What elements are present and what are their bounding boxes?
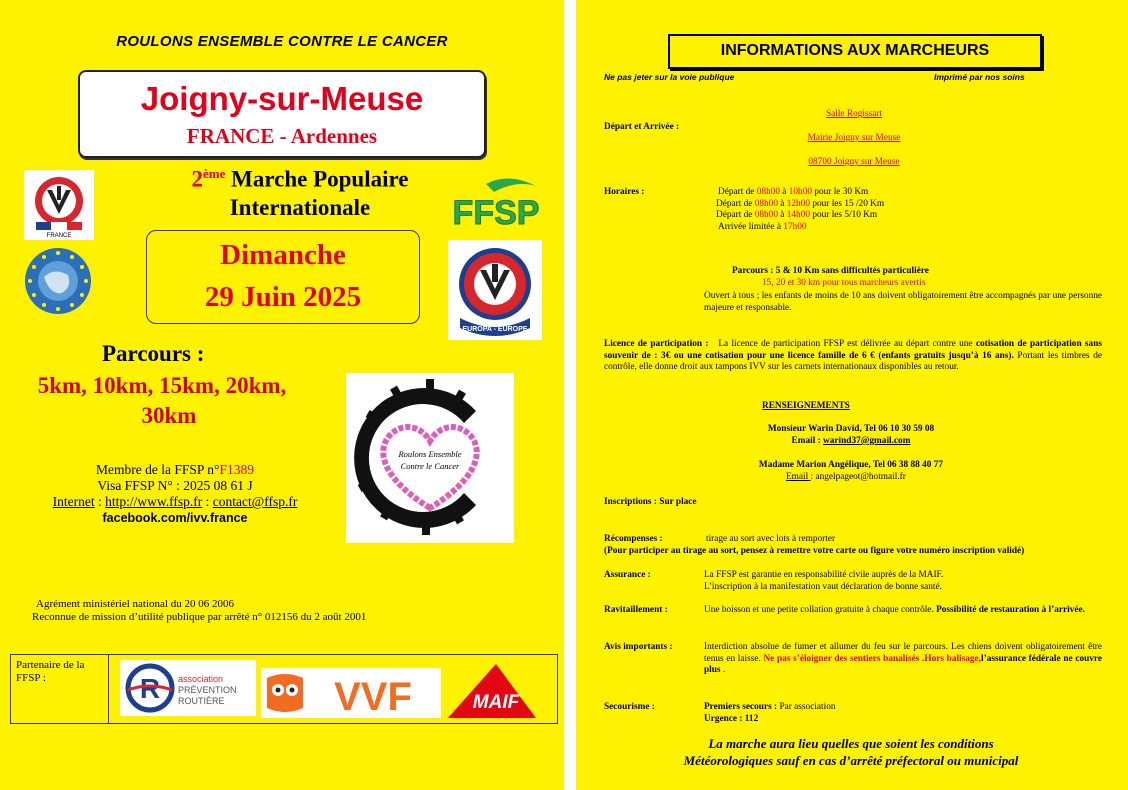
licence-block	[604, 339, 1102, 374]
closing-line2: Météorologiques sauf en cas d’arrêté préfectoral ou municipal	[683, 753, 1019, 768]
ffsp-logo-text: FFSP	[452, 194, 540, 232]
ffsp-logo	[446, 176, 546, 234]
heart-line2: Contre le Cancer	[400, 461, 460, 471]
notice-right: Imprimé par nos soins	[934, 72, 1025, 82]
ivv-france-logo	[24, 170, 94, 240]
contact-email-link[interactable]: contact@ffsp.fr	[212, 494, 298, 509]
horaire-time: 14h00	[786, 210, 810, 220]
internet-sep2: :	[202, 494, 213, 509]
march-line1: Marche Populaire	[225, 166, 409, 192]
flyer-info-page	[576, 0, 1128, 790]
urgence-line: Urgence : 112	[704, 713, 759, 724]
vvf-logo	[261, 668, 441, 718]
licence-text1: La licence de participation FFSP est délivrée au départ contre une	[718, 339, 976, 349]
licence-label: Licence de participation :	[604, 339, 709, 349]
info-title-box	[668, 34, 1042, 69]
inscriptions-line	[604, 497, 697, 509]
maif-text: MAIF	[472, 692, 520, 713]
avis-label: Avis importants :	[604, 642, 673, 652]
recompenses-label: Récompenses :	[604, 534, 663, 544]
info-title: INFORMATIONS AUX MARCHEURS	[720, 42, 990, 59]
member-prefix: Membre de la FFSP n°	[96, 462, 220, 477]
date-box	[146, 230, 420, 324]
city-name: Joigny-sur-Meuse	[140, 80, 424, 117]
horaire-text: à	[779, 187, 789, 197]
contact1-email-label: Email :	[791, 436, 824, 446]
address-line3: 08700 Joigny sur Meuse	[808, 157, 900, 167]
notice-left: Ne pas jeter sur la voie publique	[604, 72, 735, 82]
ravitaillement-label: Ravitaillement :	[604, 605, 668, 615]
member-number: F1389	[219, 462, 254, 477]
assurance-line2: L’inscription à la manifestation vaut déclaration de bonne santé.	[704, 581, 942, 592]
march-ordinal-sup: ème	[203, 166, 226, 181]
address-line1: Salle Rogissart	[825, 109, 883, 119]
svg-text:R: R	[139, 673, 161, 704]
horaires-list	[718, 187, 978, 233]
avis-text	[704, 642, 1102, 677]
facebook-link[interactable]: facebook.com/ivv.france	[102, 511, 248, 525]
secourisme-text	[704, 702, 1004, 725]
secour-bold: Premiers secours :	[704, 702, 778, 712]
avis-red: Ne pas s’éloigner des sentiers banalisés .Hors balisage,	[763, 653, 982, 664]
internet-label: Internet	[52, 494, 95, 509]
horaire-text: Départ de	[718, 187, 757, 197]
contact2: Madame Marion Angélique, Tel 06 38 88 40 77	[758, 460, 944, 470]
horaire-text: Départ de	[716, 210, 755, 220]
horaire-time: 10h00	[788, 187, 812, 197]
parcours-line1: 5km, 10km, 15km, 20km,	[37, 373, 287, 398]
roulons-ensemble-logo	[346, 373, 514, 543]
march-line2: Internationale	[229, 194, 371, 220]
inscriptions-label: Inscriptions	[604, 497, 652, 507]
agrement-line1: Agrément ministériel national du 20 06 2006	[36, 598, 234, 610]
agrement-line2: Reconnue de mission d’utilité publique par arrêté n° 012156 du 2 août 2001	[32, 611, 367, 623]
ravit-bold: Possibilité de restauration à l’arrivée.	[936, 605, 1085, 615]
maif-logo	[446, 662, 538, 720]
event-date: 29 Juin 2025	[204, 281, 362, 313]
partner-label-box	[10, 654, 109, 724]
horaire-time: 12h00	[786, 198, 810, 209]
internet-sep: :	[94, 494, 106, 509]
contact2-email-label: Email	[786, 472, 811, 482]
avis-end: l’assurance fédérale ne couvre plus	[704, 653, 1103, 675]
contact2-email-link[interactable]: : angelpageot@hotmail.fr	[810, 472, 906, 482]
partner-label: Partenaire de la FFSP :	[16, 659, 85, 684]
horaire-text: pour les 5/10 Km	[810, 210, 878, 220]
licence-bold: cotisation de participation sans souvenir de : 3€ ou une cotisation pour une licence famille de 6 € (enfants gratuits jusqu’à 16 ans).	[604, 339, 1102, 361]
horaire-time: 08h00	[754, 210, 778, 220]
horaire-text: à	[777, 210, 787, 220]
horaire-text: pour les 15 /20 Km	[810, 198, 885, 209]
contact1-email-line	[696, 436, 1006, 448]
heart-line1: Roulons Ensemble	[398, 449, 462, 459]
vvf-text: VVF	[334, 675, 412, 718]
depart-label: Départ et Arrivée :	[604, 122, 680, 132]
prevention-routiere-logo	[120, 660, 256, 716]
secourisme-label: Secourisme :	[604, 702, 655, 712]
closing-line1: La marche aura lieu quelles que soient les conditions	[708, 736, 994, 751]
assurance-text	[704, 570, 1104, 593]
parcours-list	[12, 371, 312, 431]
avis-plain: Interdiction absolue de fumer et allumer du feu sur le parcours. Les chiens doivent obligatoirement être tenus en laisse.	[704, 642, 1102, 664]
ravit-text: Une boisson et une petite collation gratuite à chaque contrôle.	[704, 605, 937, 615]
parcours-line2: 30km	[141, 403, 197, 428]
slogan: ROULONS ENSEMBLE CONTRE LE CANCER	[116, 33, 448, 50]
agrement-text	[32, 598, 432, 624]
assurance-label: Assurance :	[604, 570, 651, 580]
closing-note	[616, 735, 1086, 769]
renseignements-heading: RENSEIGNEMENTS	[762, 401, 850, 411]
parcours-head: Parcours : 5 & 10 Km sans difficultés particulière	[732, 266, 929, 276]
avis-dot: .	[720, 665, 726, 675]
europe-logo	[24, 247, 92, 315]
march-ordinal: 2	[191, 166, 203, 192]
recompenses-text: tirage au sort avec lots à remporter	[706, 534, 836, 544]
inscriptions-text: : Sur place	[651, 497, 697, 507]
parcours-sub: 15, 20 et 30 km pour tous marcheurs avertis	[762, 278, 926, 288]
march-title	[150, 160, 450, 222]
horaire-time: 08h00	[754, 198, 778, 209]
city-box	[78, 70, 486, 158]
horaire-row	[716, 210, 978, 222]
assurance-line1: La FFSP est garantie en responsabilité civile auprès de la MAIF.	[704, 570, 944, 580]
address-line2: Mairie Joigny sur Meuse	[807, 133, 901, 143]
parcours-title: Parcours :	[102, 341, 205, 366]
contact1-email-link[interactable]: warind37@gmail.com	[823, 436, 911, 446]
region-name: FRANCE - Ardennes	[186, 124, 378, 148]
ivv-europa-text: EUROPA - EUROPE	[462, 326, 528, 333]
member-info	[40, 462, 310, 526]
horaire-text: pour le 30 Km	[812, 187, 869, 197]
event-day: Dimanche	[220, 239, 346, 271]
horaires-label: Horaires :	[604, 187, 645, 197]
arrivee-text: Arrivée limitée à	[718, 221, 784, 232]
internet-link[interactable]: http://www.ffsp.fr	[105, 494, 203, 509]
contact1: Monsieur Warin David, Tel 06 10 30 59 08	[767, 424, 935, 434]
pr-line3: ROUTIÈRE	[178, 696, 225, 706]
secour-text: Par association	[777, 702, 836, 712]
licence-text2: Portant les timbres de contrôle, elle donne droit aux tampons IVV sur les carnets internationaux disponibles au retour.	[604, 350, 1102, 372]
horaire-row	[716, 199, 978, 211]
visa-line: Visa FFSP N° : 2025 08 61 J	[97, 478, 253, 493]
ivv-france-text: FRANCE	[46, 233, 72, 239]
arrivee-row	[718, 222, 978, 234]
arrivee-time: 17h00	[783, 221, 807, 232]
ivv-europa-logo	[448, 240, 542, 340]
pr-line1: association	[178, 674, 224, 684]
recompenses-note: (Pour participer au tirage au sort, pensez à remettre votre carte ou figure votre numéro inscription validé)	[604, 546, 1025, 556]
horaire-text: à	[777, 198, 787, 209]
contact2-email-line	[786, 472, 906, 484]
pr-line2: PRÉVENTION	[178, 685, 237, 695]
parcours-text: Ouvert à tous ; les enfants de moins de 10 ans doivent obligatoirement être accompagnés par une personne majeure et responsable.	[704, 291, 1102, 313]
ravitaillement-text	[704, 605, 1102, 617]
horaire-time: 08h00	[756, 187, 780, 197]
horaire-row	[718, 187, 978, 199]
horaire-text: Départ de	[716, 198, 755, 209]
